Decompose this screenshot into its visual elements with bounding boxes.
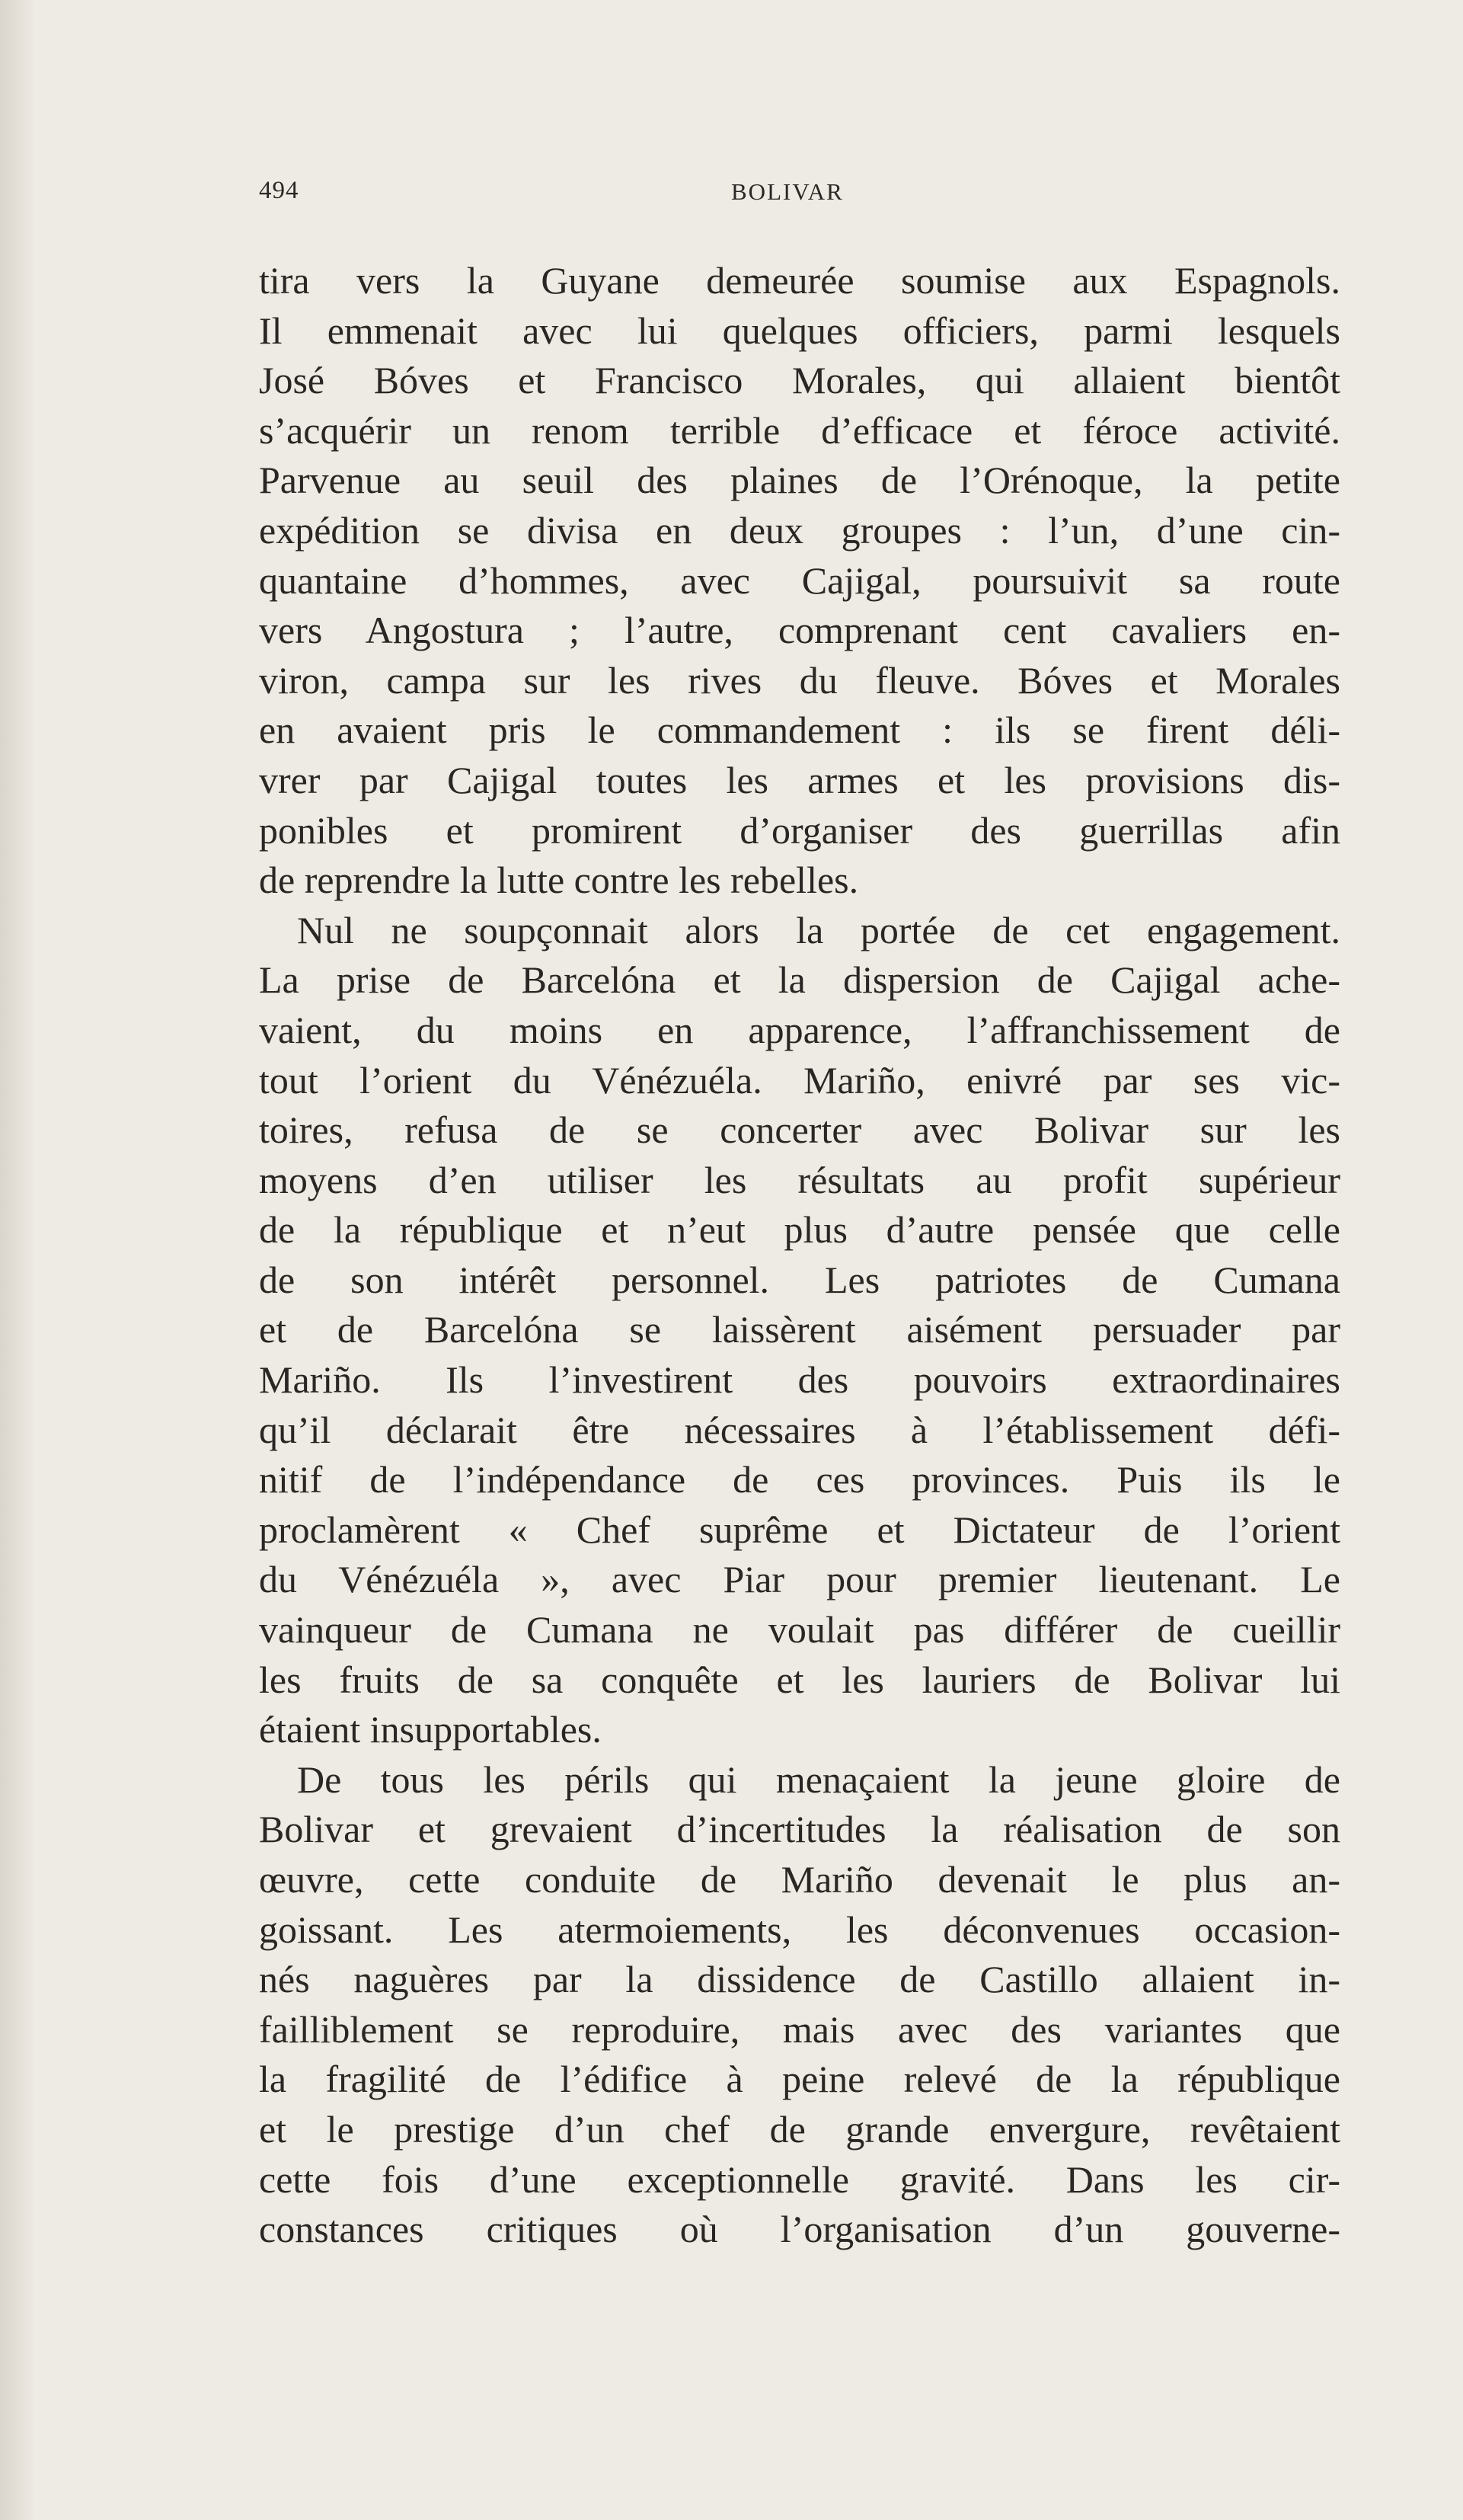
running-title: BOLIVAR	[731, 178, 844, 205]
text-line: vrer par Cajigal toutes les armes et les provisions dis-	[259, 758, 1340, 801]
paragraph-end-line: étaient insupportables.	[259, 1708, 602, 1751]
paragraph-start-line: De tous les périls qui menaçaient la jeune gloire de	[297, 1757, 1340, 1801]
text-line: tout l’orient du Vénézuéla. Mariño, enivré par ses vic-	[259, 1058, 1340, 1102]
text-line: Mariño. Ils l’investirent des pouvoirs extraordinaires	[259, 1358, 1340, 1402]
paragraph-end-line: de reprendre la lutte contre les rebelles.	[259, 859, 859, 902]
page-number: 494	[259, 177, 299, 204]
text-line: de la république et n’eut plus d’autre pensée que celle	[259, 1208, 1340, 1252]
text-line: constances critiques où l’organisation d’un gouverne-	[259, 2208, 1340, 2251]
text-line: goissant. Les atermoiements, les déconvenues occasion-	[259, 1908, 1340, 1951]
running-head	[259, 177, 1340, 215]
text-line: failliblement se reproduire, mais avec des variantes que	[259, 2007, 1340, 2051]
text-line: cette fois d’une exceptionnelle gravité. Dans les cir-	[259, 2157, 1340, 2201]
text-line: vaient, du moins en apparence, l’affranchissement de	[259, 1008, 1340, 1051]
text-line: La prise de Barcelóna et la dispersion de Cajigal ache-	[259, 958, 1340, 1002]
text-line: et le prestige d’un chef de grande envergure, revêtaient	[259, 2107, 1340, 2151]
text-line: les fruits de sa conquête et les lauriers de Bolivar lui	[259, 1658, 1340, 1701]
text-line: vainqueur de Cumana ne voulait pas différer de cueillir	[259, 1608, 1340, 1652]
text-line: quantaine d’hommes, avec Cajigal, poursuivit sa route	[259, 558, 1340, 602]
text-line: qu’il déclarait être nécessaires à l’établissement défi-	[259, 1408, 1340, 1451]
text-line: proclamèrent « Chef suprême et Dictateur de l’orient	[259, 1508, 1340, 1551]
text-line: viron, campa sur les rives du fleuve. Bóves et Morales	[259, 658, 1340, 702]
text-line: de son intérêt personnel. Les patriotes de Cumana	[259, 1258, 1340, 1301]
text-line: tira vers la Guyane demeurée soumise aux Espagnols.	[259, 259, 1340, 302]
body-text	[259, 256, 1340, 2255]
text-line: José Bóves et Francisco Morales, qui allaient bientôt	[259, 359, 1340, 402]
text-line: moyens d’en utiliser les résultats au profit supérieur	[259, 1158, 1340, 1201]
text-line: en avaient pris le commandement : ils se firent déli-	[259, 708, 1340, 752]
text-line: nitif de l’indépendance de ces provinces. Puis ils le	[259, 1458, 1340, 1501]
text-line: Bolivar et grevaient d’incertitudes la réalisation de son	[259, 1808, 1340, 1851]
text-line: ponibles et promirent d’organiser des guerrillas afin	[259, 808, 1340, 852]
text-line: toires, refusa de se concerter avec Bolivar sur les	[259, 1108, 1340, 1152]
text-line: œuvre, cette conduite de Mariño devenait le plus an-	[259, 1858, 1340, 1901]
text-line: nés naguères par la dissidence de Castillo allaient in-	[259, 1958, 1340, 2001]
text-line: et de Barcelóna se laissèrent aisément persuader par	[259, 1308, 1340, 1351]
binding-gutter-shadow	[0, 0, 35, 2520]
text-line: vers Angostura ; l’autre, comprenant cent cavaliers en-	[259, 609, 1340, 652]
text-line: du Vénézuéla », avec Piar pour premier lieutenant. Le	[259, 1558, 1340, 1601]
text-line: la fragilité de l’édifice à peine relevé de la république	[259, 2058, 1340, 2101]
text-line: expédition se divisa en deux groupes : l’un, d’une cin-	[259, 508, 1340, 552]
text-line: Il emmenait avec lui quelques officiers, parmi lesquels	[259, 309, 1340, 352]
paragraph-start-line: Nul ne soupçonnait alors la portée de cet engagement.	[297, 908, 1340, 951]
text-line: Parvenue au seuil des plaines de l’Orénoque, la petite	[259, 459, 1340, 502]
text-line: s’acquérir un renom terrible d’efficace et féroce activité.	[259, 408, 1340, 452]
